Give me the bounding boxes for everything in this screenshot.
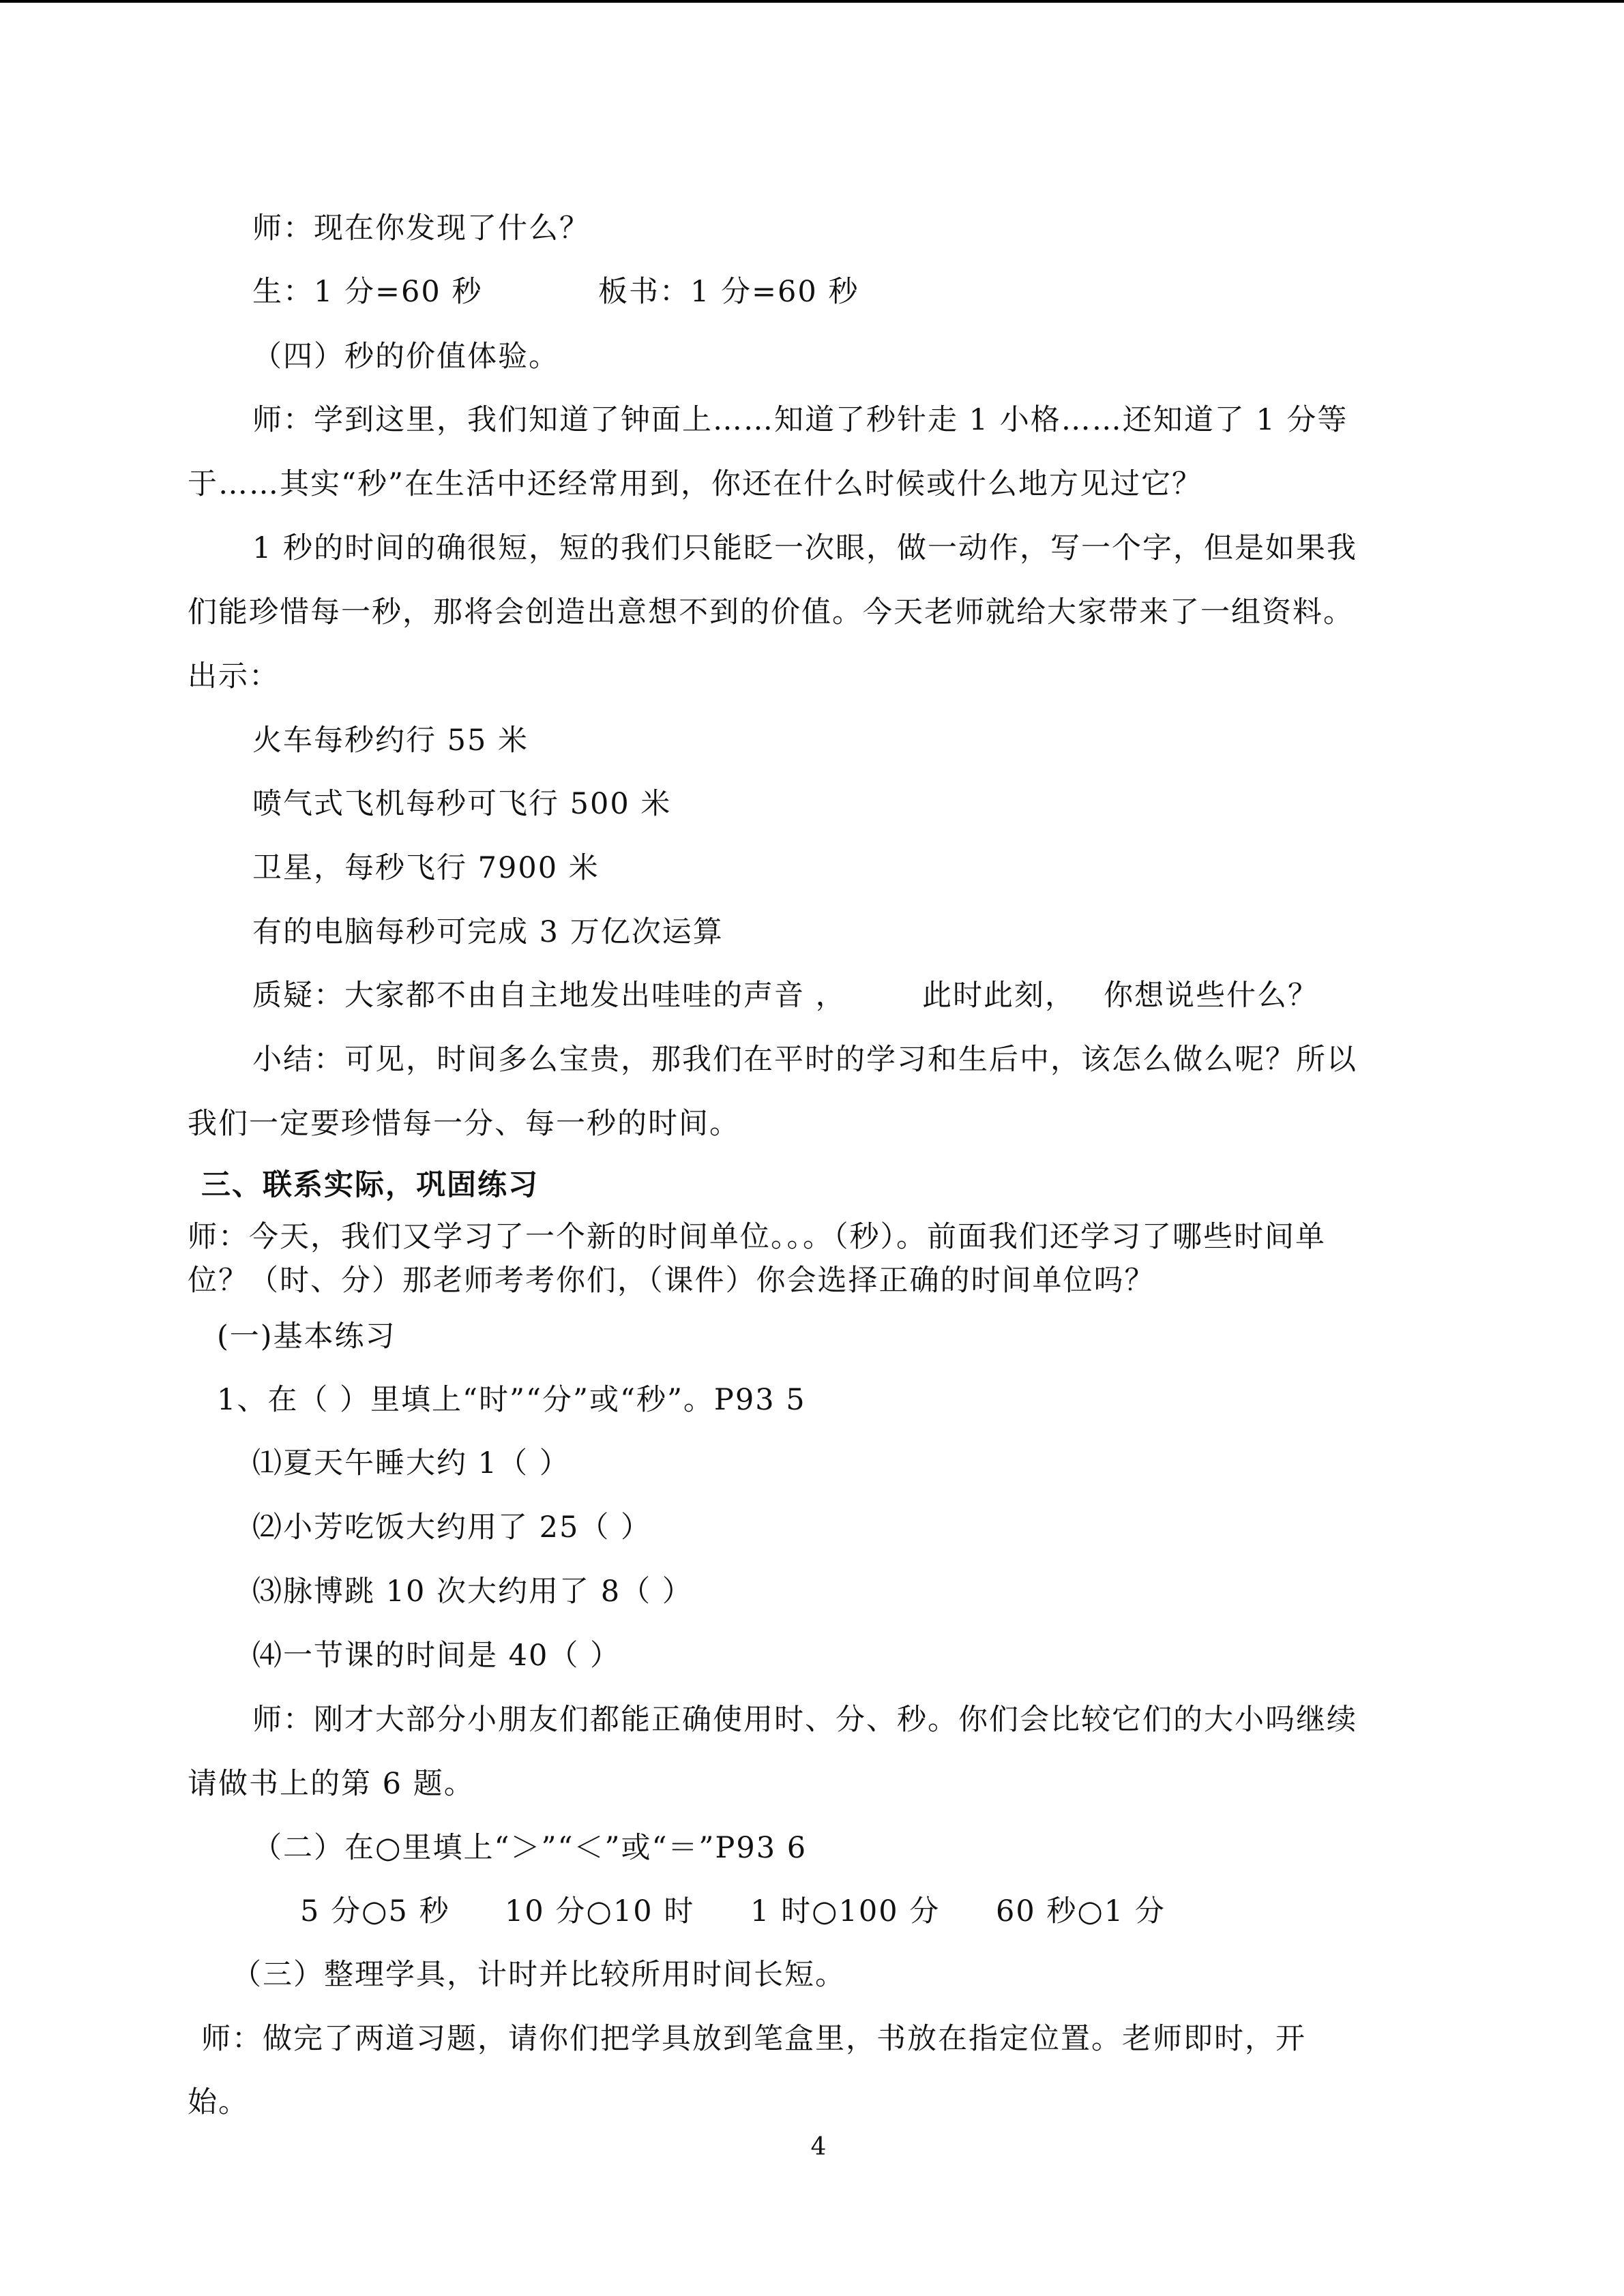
text-line: 师：做完了两道习题，请你们把学具放到笔盒里，书放在指定位置。老师即时，开 [201, 2022, 1306, 2056]
section-heading: 三、联系实际，巩固练习 [201, 1168, 539, 1202]
text-line: 小结：可见，时间多么宝贵，那我们在平时的学习和生后中，该怎么做么呢？所以 [252, 1043, 1357, 1077]
text-line: （三）整理学具，计时并比较所用时间长短。 [232, 1958, 846, 1992]
text-line: 1 时○100 分 [750, 1894, 941, 1928]
text-line: 有的电脑每秒可完成 3 万亿次运算 [252, 915, 724, 949]
text-line: 师：学到这里，我们知道了钟面上……知道了秒针走 1 小格……还知道了 1 分等 [252, 403, 1348, 437]
text-line: 师：今天，我们又学习了一个新的时间单位。。。（秒）。前面我们还学习了哪些时间单 [188, 1220, 1326, 1254]
text-line: 于……其实“秒”在生活中还经常用到，你还在什么时候或什么地方见过它？ [188, 467, 1202, 501]
text-line: 喷气式飞机每秒可飞行 500 米 [252, 787, 672, 821]
text-line: 我们一定要珍惜每一分、每一秒的时间。 [188, 1107, 740, 1141]
text-line: 10 分○10 时 [505, 1894, 695, 1928]
text-line: 位？（时、分）那老师考考你们，（课件）你会选择正确的时间单位吗？ [188, 1264, 1155, 1298]
page-number: 4 [810, 2133, 827, 2161]
text-line: ⑴夏天午睡大约 1（ ） [252, 1446, 570, 1480]
text-line: 板书：1 分=60 秒 [598, 275, 859, 309]
text-line: 出示： [188, 659, 280, 694]
text-line: 请做书上的第 6 题。 [188, 1767, 475, 1801]
text-line: 60 秒○1 分 [996, 1894, 1166, 1928]
text-line: 始。 [188, 2085, 249, 2119]
text-line: 质疑：大家都不由自主地发出哇哇的声音 ， [252, 979, 846, 1013]
text-line: 5 分○5 秒 [300, 1894, 450, 1928]
text-line: 师：现在你发现了什么？ [252, 211, 590, 245]
text-line: 此时此刻， [922, 979, 1076, 1013]
text-line: 师：刚才大部分小朋友们都能正确使用时、分、秒。你们会比较它们的大小吗继续 [252, 1703, 1357, 1737]
text-line: （二）在○里填上“＞”“＜”或“＝”P93 6 [252, 1831, 808, 1865]
text-line: 1、在（ ）里填上“时”“分”或“秒”。P93 5 [217, 1383, 806, 1417]
text-line: ⑵小芳吃饭大约用了 25（ ） [252, 1510, 652, 1545]
text-line: 们能珍惜每一秒，那将会创造出意想不到的价值。今天老师就给大家带来了一组资料。 [188, 595, 1354, 629]
text-line: (一)基本练习 [217, 1320, 396, 1354]
text-line: 生：1 分=60 秒 [252, 275, 483, 309]
text-line: 火车每秒约行 55 米 [252, 724, 529, 758]
text-line: ⑷一节课的时间是 40（ ） [252, 1639, 621, 1673]
text-line: 卫星，每秒飞行 7900 米 [252, 851, 600, 885]
text-line: ⑶脉博跳 10 次大约用了 8（ ） [252, 1575, 693, 1609]
text-line: （四）秒的价值体验。 [252, 340, 559, 374]
text-line: 你想说些什么？ [1104, 979, 1318, 1013]
text-line: 1 秒的时间的确很短，短的我们只能眨一次眼，做一动作，写一个字，但是如果我 [252, 531, 1358, 565]
